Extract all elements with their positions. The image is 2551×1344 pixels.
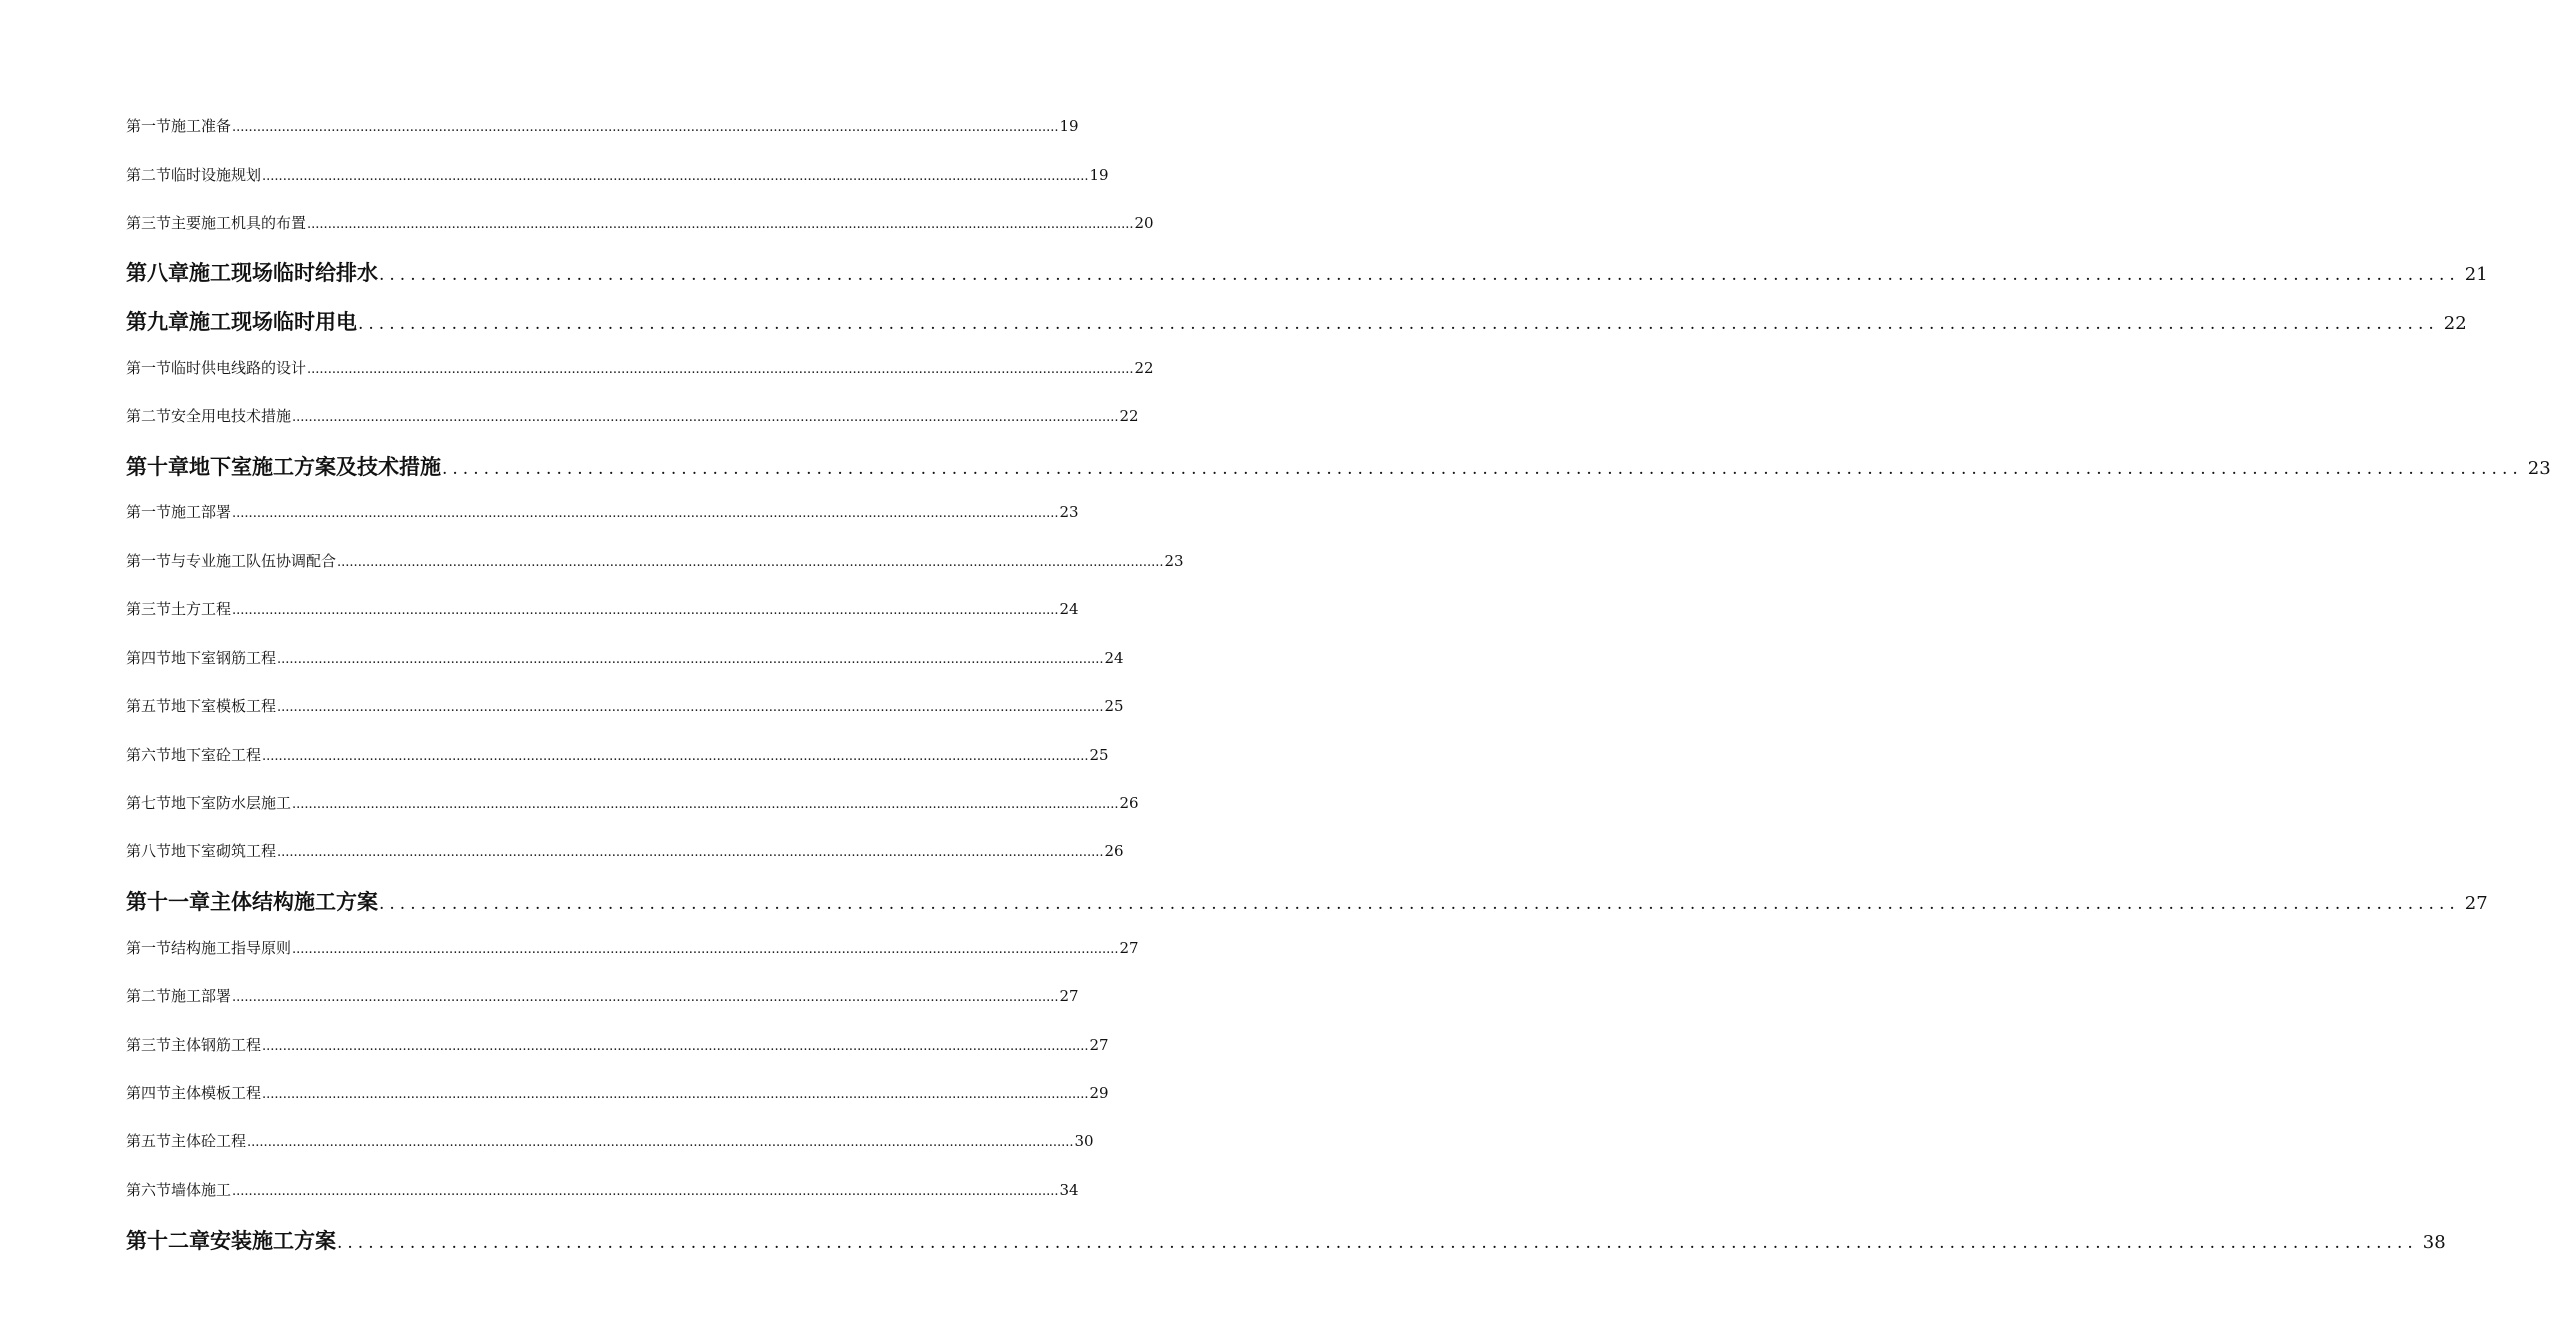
toc-entry[interactable] bbox=[126, 1179, 1079, 1200]
entry-page: 20 bbox=[1134, 214, 1154, 232]
toc-entry[interactable] bbox=[126, 792, 1139, 813]
entry-page: 26 bbox=[1104, 842, 1124, 860]
entry-page: 23 bbox=[1059, 503, 1079, 521]
chapter-page: 22 bbox=[2443, 313, 2467, 334]
entry-number: 第一节 bbox=[126, 939, 172, 957]
entry-title: 主体砼工程 bbox=[171, 1132, 247, 1150]
entry-number: 第三节 bbox=[126, 600, 172, 618]
chapter-page: 38 bbox=[2422, 1232, 2446, 1253]
chapter-number: 第十章 bbox=[126, 454, 189, 479]
chapter-number: 第十二章 bbox=[126, 1228, 210, 1253]
entry-page: 19 bbox=[1059, 117, 1079, 135]
entry-page: 23 bbox=[1164, 552, 1184, 570]
dot-leader: ........................................................................................................................................................................................................ bbox=[232, 506, 1059, 521]
entry-number: 第二节 bbox=[126, 407, 172, 425]
entry-title: 安全用电技术措施 bbox=[171, 407, 292, 425]
toc-chapter[interactable] bbox=[126, 451, 2551, 481]
entry-title: 主要施工机具的布置 bbox=[171, 214, 307, 232]
toc-chapter[interactable] bbox=[126, 886, 2488, 916]
dot-leader: ........................................................................................................................................................................................................ bbox=[292, 942, 1119, 957]
entry-title: 地下室模板工程 bbox=[171, 697, 277, 715]
entry-number: 第五节 bbox=[126, 1132, 172, 1150]
dot-leader: ........................................................................................................................................................................................................ bbox=[277, 700, 1104, 715]
entry-number: 第七节 bbox=[126, 794, 172, 812]
entry-number: 第五节 bbox=[126, 697, 172, 715]
entry-number: 第二节 bbox=[126, 987, 172, 1005]
entry-number: 第一节 bbox=[126, 359, 172, 377]
entry-page: 29 bbox=[1089, 1084, 1109, 1102]
dot-leader: ........................................................................................................................................................................................................ bbox=[292, 797, 1119, 812]
entry-number: 第三节 bbox=[126, 214, 172, 232]
entry-title: 与专业施工队伍协调配合 bbox=[171, 552, 337, 570]
chapter-number: 第八章 bbox=[126, 260, 189, 285]
toc-entry[interactable] bbox=[126, 744, 1109, 765]
dot-leader: ........................................................................................................................................................................................................ bbox=[379, 265, 2460, 285]
dot-leader: ........................................................................................................................................................................................................ bbox=[262, 749, 1089, 764]
dot-leader: ........................................................................................................................................................................................................ bbox=[232, 120, 1059, 135]
chapter-page: 23 bbox=[2527, 458, 2551, 479]
toc-chapter[interactable] bbox=[126, 306, 2467, 336]
dot-leader: ........................................................................................................................................................................................................ bbox=[277, 652, 1104, 667]
toc-entry[interactable] bbox=[126, 212, 1154, 233]
entry-number: 第六节 bbox=[126, 746, 172, 764]
dot-leader: ........................................................................................................................................................................................................ bbox=[379, 894, 2460, 914]
dot-leader: ........................................................................................................................................................................................................ bbox=[337, 555, 1164, 570]
entry-title: 主体钢筋工程 bbox=[171, 1036, 262, 1054]
toc-entry[interactable] bbox=[126, 985, 1079, 1006]
chapter-number: 第九章 bbox=[126, 309, 189, 334]
entry-title: 地下室砌筑工程 bbox=[171, 842, 277, 860]
dot-leader: ........................................................................................................................................................................................................ bbox=[262, 1039, 1089, 1054]
entry-number: 第四节 bbox=[126, 1084, 172, 1102]
toc-entry[interactable] bbox=[126, 550, 1184, 571]
entry-page: 26 bbox=[1119, 794, 1139, 812]
toc-entry[interactable] bbox=[126, 501, 1079, 522]
dot-leader: ........................................................................................................................................................................................................ bbox=[307, 217, 1134, 232]
entry-number: 第三节 bbox=[126, 1036, 172, 1054]
entry-title: 临时设施规划 bbox=[171, 166, 262, 184]
entry-title: 施工部署 bbox=[171, 503, 232, 521]
dot-leader: ........................................................................................................................................................................................................ bbox=[262, 1087, 1089, 1102]
dot-leader: ........................................................................................................................................................................................................ bbox=[442, 459, 2523, 479]
entry-page: 25 bbox=[1104, 697, 1124, 715]
entry-number: 第八节 bbox=[126, 842, 172, 860]
toc-entry[interactable] bbox=[126, 647, 1124, 668]
dot-leader: ........................................................................................................................................................................................................ bbox=[358, 314, 2439, 334]
toc-chapter[interactable] bbox=[126, 1225, 2446, 1255]
entry-page: 27 bbox=[1119, 939, 1139, 957]
toc-entry[interactable] bbox=[126, 1082, 1109, 1103]
toc-entry[interactable] bbox=[126, 115, 1079, 136]
entry-title: 主体模板工程 bbox=[171, 1084, 262, 1102]
chapter-title: 主体结构施工方案 bbox=[210, 889, 378, 914]
toc-entry[interactable] bbox=[126, 937, 1139, 958]
dot-leader: ........................................................................................................................................................................................................ bbox=[232, 990, 1059, 1005]
entry-number: 第二节 bbox=[126, 166, 172, 184]
chapter-page: 27 bbox=[2464, 893, 2488, 914]
entry-page: 22 bbox=[1134, 359, 1154, 377]
chapter-number: 第十一章 bbox=[126, 889, 210, 914]
entry-page: 22 bbox=[1119, 407, 1139, 425]
entry-title: 土方工程 bbox=[171, 600, 232, 618]
entry-page: 19 bbox=[1089, 166, 1109, 184]
toc-entry[interactable] bbox=[126, 695, 1124, 716]
toc-chapter[interactable] bbox=[126, 257, 2488, 287]
entry-page: 30 bbox=[1074, 1132, 1094, 1150]
dot-leader: ........................................................................................................................................................................................................ bbox=[232, 603, 1059, 618]
chapter-title: 施工现场临时给排水 bbox=[189, 260, 378, 285]
entry-title: 地下室防水层施工 bbox=[171, 794, 292, 812]
dot-leader: ........................................................................................................................................................................................................ bbox=[262, 169, 1089, 184]
toc-entry[interactable] bbox=[126, 1034, 1109, 1055]
chapter-page: 21 bbox=[2464, 264, 2488, 285]
entry-page: 27 bbox=[1059, 987, 1079, 1005]
toc-entry[interactable] bbox=[126, 1130, 1094, 1151]
entry-title: 临时供电线路的设计 bbox=[171, 359, 307, 377]
toc-entry[interactable] bbox=[126, 164, 1109, 185]
toc-entry[interactable] bbox=[126, 357, 1154, 378]
dot-leader: ........................................................................................................................................................................................................ bbox=[247, 1135, 1074, 1150]
entry-title: 墙体施工 bbox=[171, 1181, 232, 1199]
chapter-title: 地下室施工方案及技术措施 bbox=[189, 454, 441, 479]
entry-page: 24 bbox=[1059, 600, 1079, 618]
dot-leader: ........................................................................................................................................................................................................ bbox=[292, 410, 1119, 425]
entry-page: 27 bbox=[1089, 1036, 1109, 1054]
entry-page: 25 bbox=[1089, 746, 1109, 764]
entry-title: 结构施工指导原则 bbox=[171, 939, 292, 957]
entry-page: 34 bbox=[1059, 1181, 1079, 1199]
chapter-title: 施工现场临时用电 bbox=[189, 309, 357, 334]
entry-title: 施工准备 bbox=[171, 117, 232, 135]
dot-leader: ........................................................................................................................................................................................................ bbox=[277, 845, 1104, 860]
toc-entry[interactable] bbox=[126, 840, 1124, 861]
dot-leader: ........................................................................................................................................................................................................ bbox=[307, 362, 1134, 377]
dot-leader: ........................................................................................................................................................................................................ bbox=[232, 1184, 1059, 1199]
entry-number: 第一节 bbox=[126, 503, 172, 521]
chapter-title: 安装施工方案 bbox=[210, 1228, 336, 1253]
entry-page: 24 bbox=[1104, 649, 1124, 667]
toc-entry[interactable] bbox=[126, 598, 1079, 619]
entry-title: 地下室钢筋工程 bbox=[171, 649, 277, 667]
entry-number: 第六节 bbox=[126, 1181, 172, 1199]
entry-title: 施工部署 bbox=[171, 987, 232, 1005]
entry-number: 第一节 bbox=[126, 117, 172, 135]
entry-number: 第一节 bbox=[126, 552, 172, 570]
entry-title: 地下室砼工程 bbox=[171, 746, 262, 764]
dot-leader: ........................................................................................................................................................................................................ bbox=[337, 1233, 2418, 1253]
toc-entry[interactable] bbox=[126, 405, 1139, 426]
entry-number: 第四节 bbox=[126, 649, 172, 667]
